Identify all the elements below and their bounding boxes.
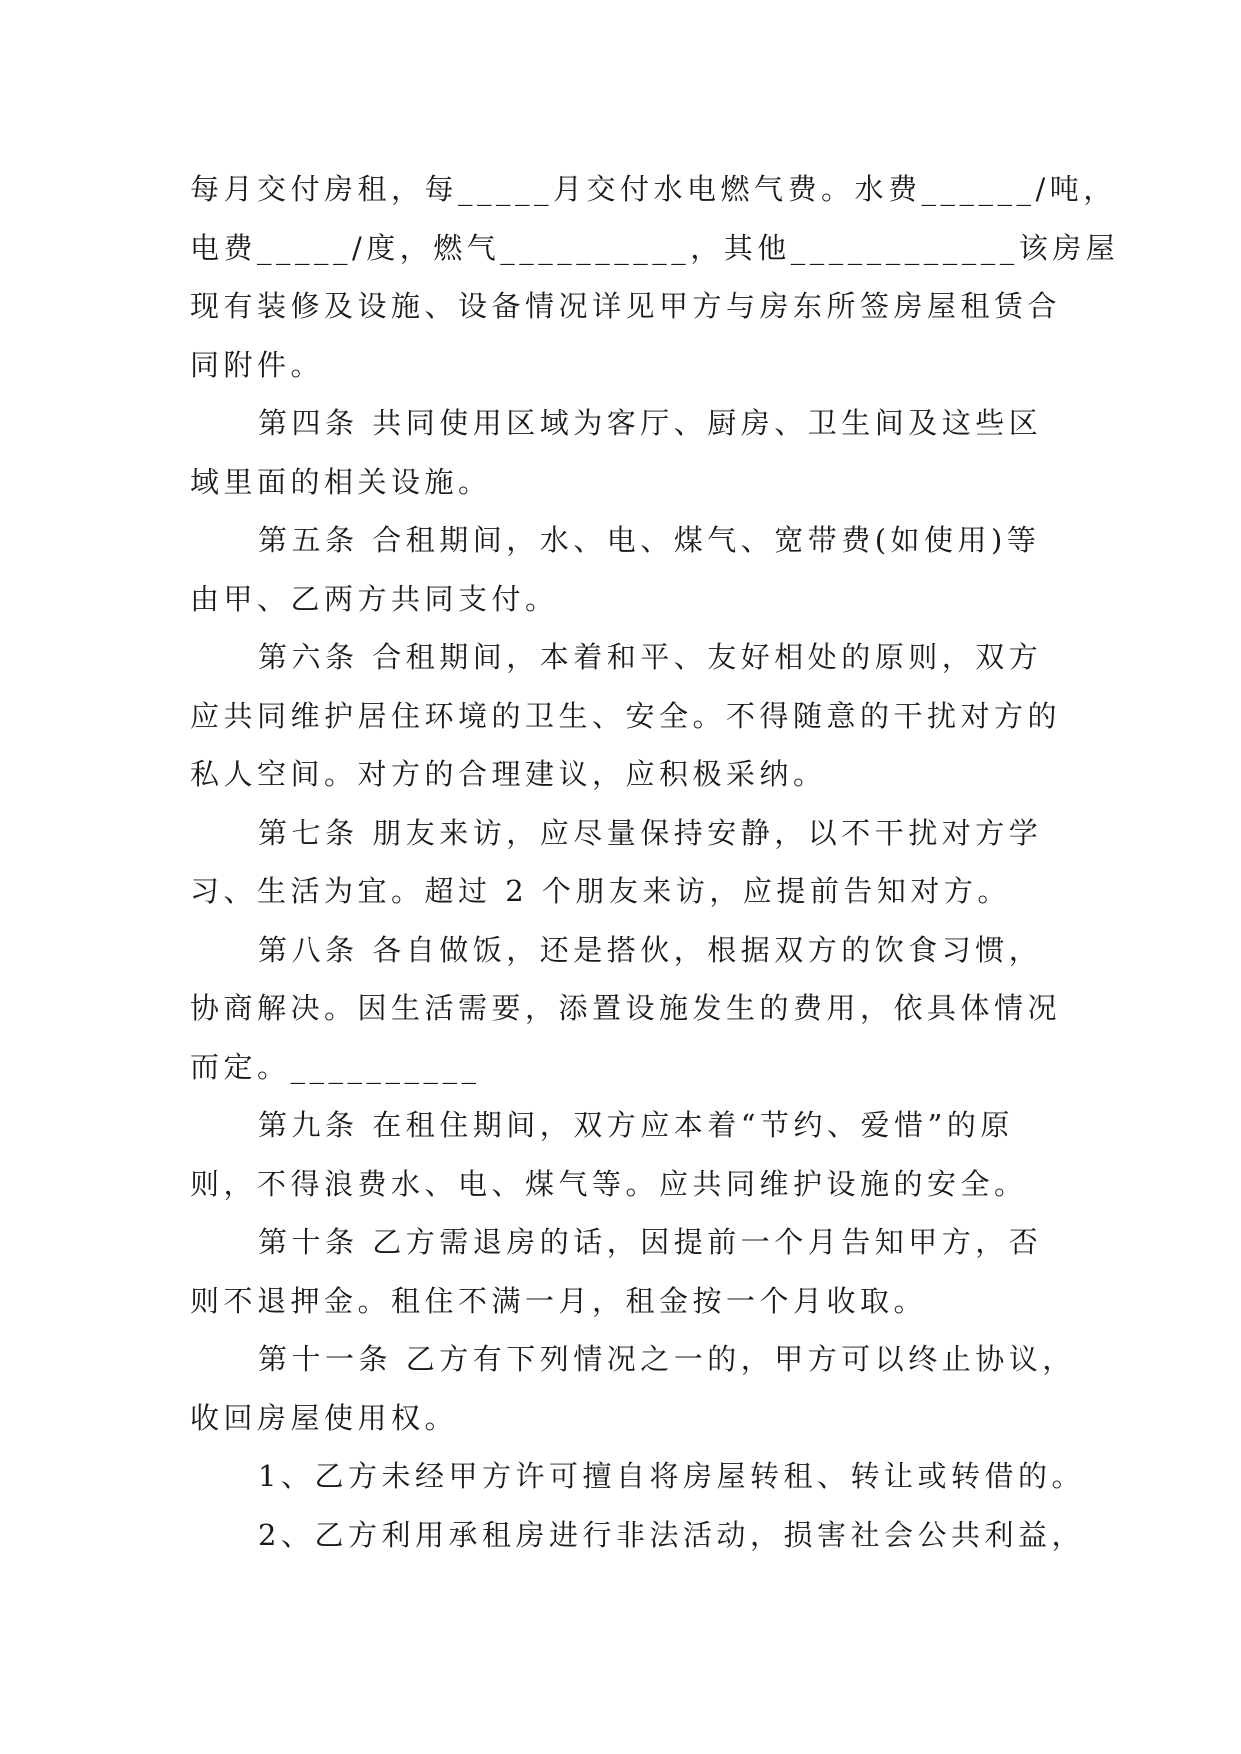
- clause-9-line: 第九条 在租住期间，双方应本着“节约、爱惜”的原: [258, 1108, 1014, 1142]
- clause-8-line: 第八条 各自做饭，还是搭伙，根据双方的饮食习惯，: [258, 932, 1043, 967]
- text-line: 应共同维护居住环境的卫生、安全。不得随意的干扰对方的: [190, 698, 1062, 733]
- text-line: 私人空间。对方的合理建议，应积极采纳。: [190, 757, 827, 791]
- text-line: 习、生活为宜。超过 2 个朋友来访，应提前告知对方。: [190, 874, 1011, 908]
- document-page: [190, 160, 1120, 1564]
- text-line: 则不退押金。租住不满一月，租金按一个月收取。: [190, 1283, 928, 1318]
- clause-5-line: 第五条 合租期间，水、电、煤气、宽带费(如使用)等: [258, 523, 1041, 557]
- clause-4-line: 第四条 共同使用区域为客厅、厨房、卫生间及这些区: [258, 406, 1043, 440]
- clause-10-line: 第十条 乙方需退房的话，因提前一个月告知甲方，否: [258, 1225, 1043, 1259]
- text-line: 域里面的相关设施。: [190, 464, 492, 499]
- text-line: 则，不得浪费水、电、煤气等。应共同维护设施的安全。: [190, 1166, 1028, 1201]
- text-line: 协商解决。因生活需要，添置设施发生的费用，依具体情况: [190, 991, 1062, 1025]
- list-item-2: 2、乙方利用承租房进行非法活动，损害社会公共利益，: [258, 1517, 1085, 1552]
- text-line: 由甲、乙两方共同支付。: [190, 581, 559, 616]
- text-line: 而定。__________: [190, 1049, 481, 1084]
- text-line: 同附件。: [190, 347, 325, 382]
- clause-6-line: 第六条 合租期间，本着和平、友好相处的原则，双方: [258, 640, 1043, 674]
- text-line: 收回房屋使用权。: [190, 1400, 459, 1435]
- clause-11-line: 第十一条 乙方有下列情况之一的，甲方可以终止协议，: [258, 1342, 1076, 1376]
- list-item-1: 1、乙方未经甲方许可擅自将房屋转租、转让或转借的。: [258, 1459, 1085, 1493]
- text-line: 每月交付房租，每_____月交付水电燃气费。水费______/吨，: [190, 172, 1117, 206]
- text-line: 电费_____/度，燃气__________，其他____________该房屋: [190, 230, 1120, 265]
- clause-7-line: 第七条 朋友来访，应尽量保持安静，以不干扰对方学: [258, 815, 1043, 850]
- text-line: 现有装修及设施、设备情况详见甲方与房东所签房屋租赁合: [190, 289, 1062, 323]
